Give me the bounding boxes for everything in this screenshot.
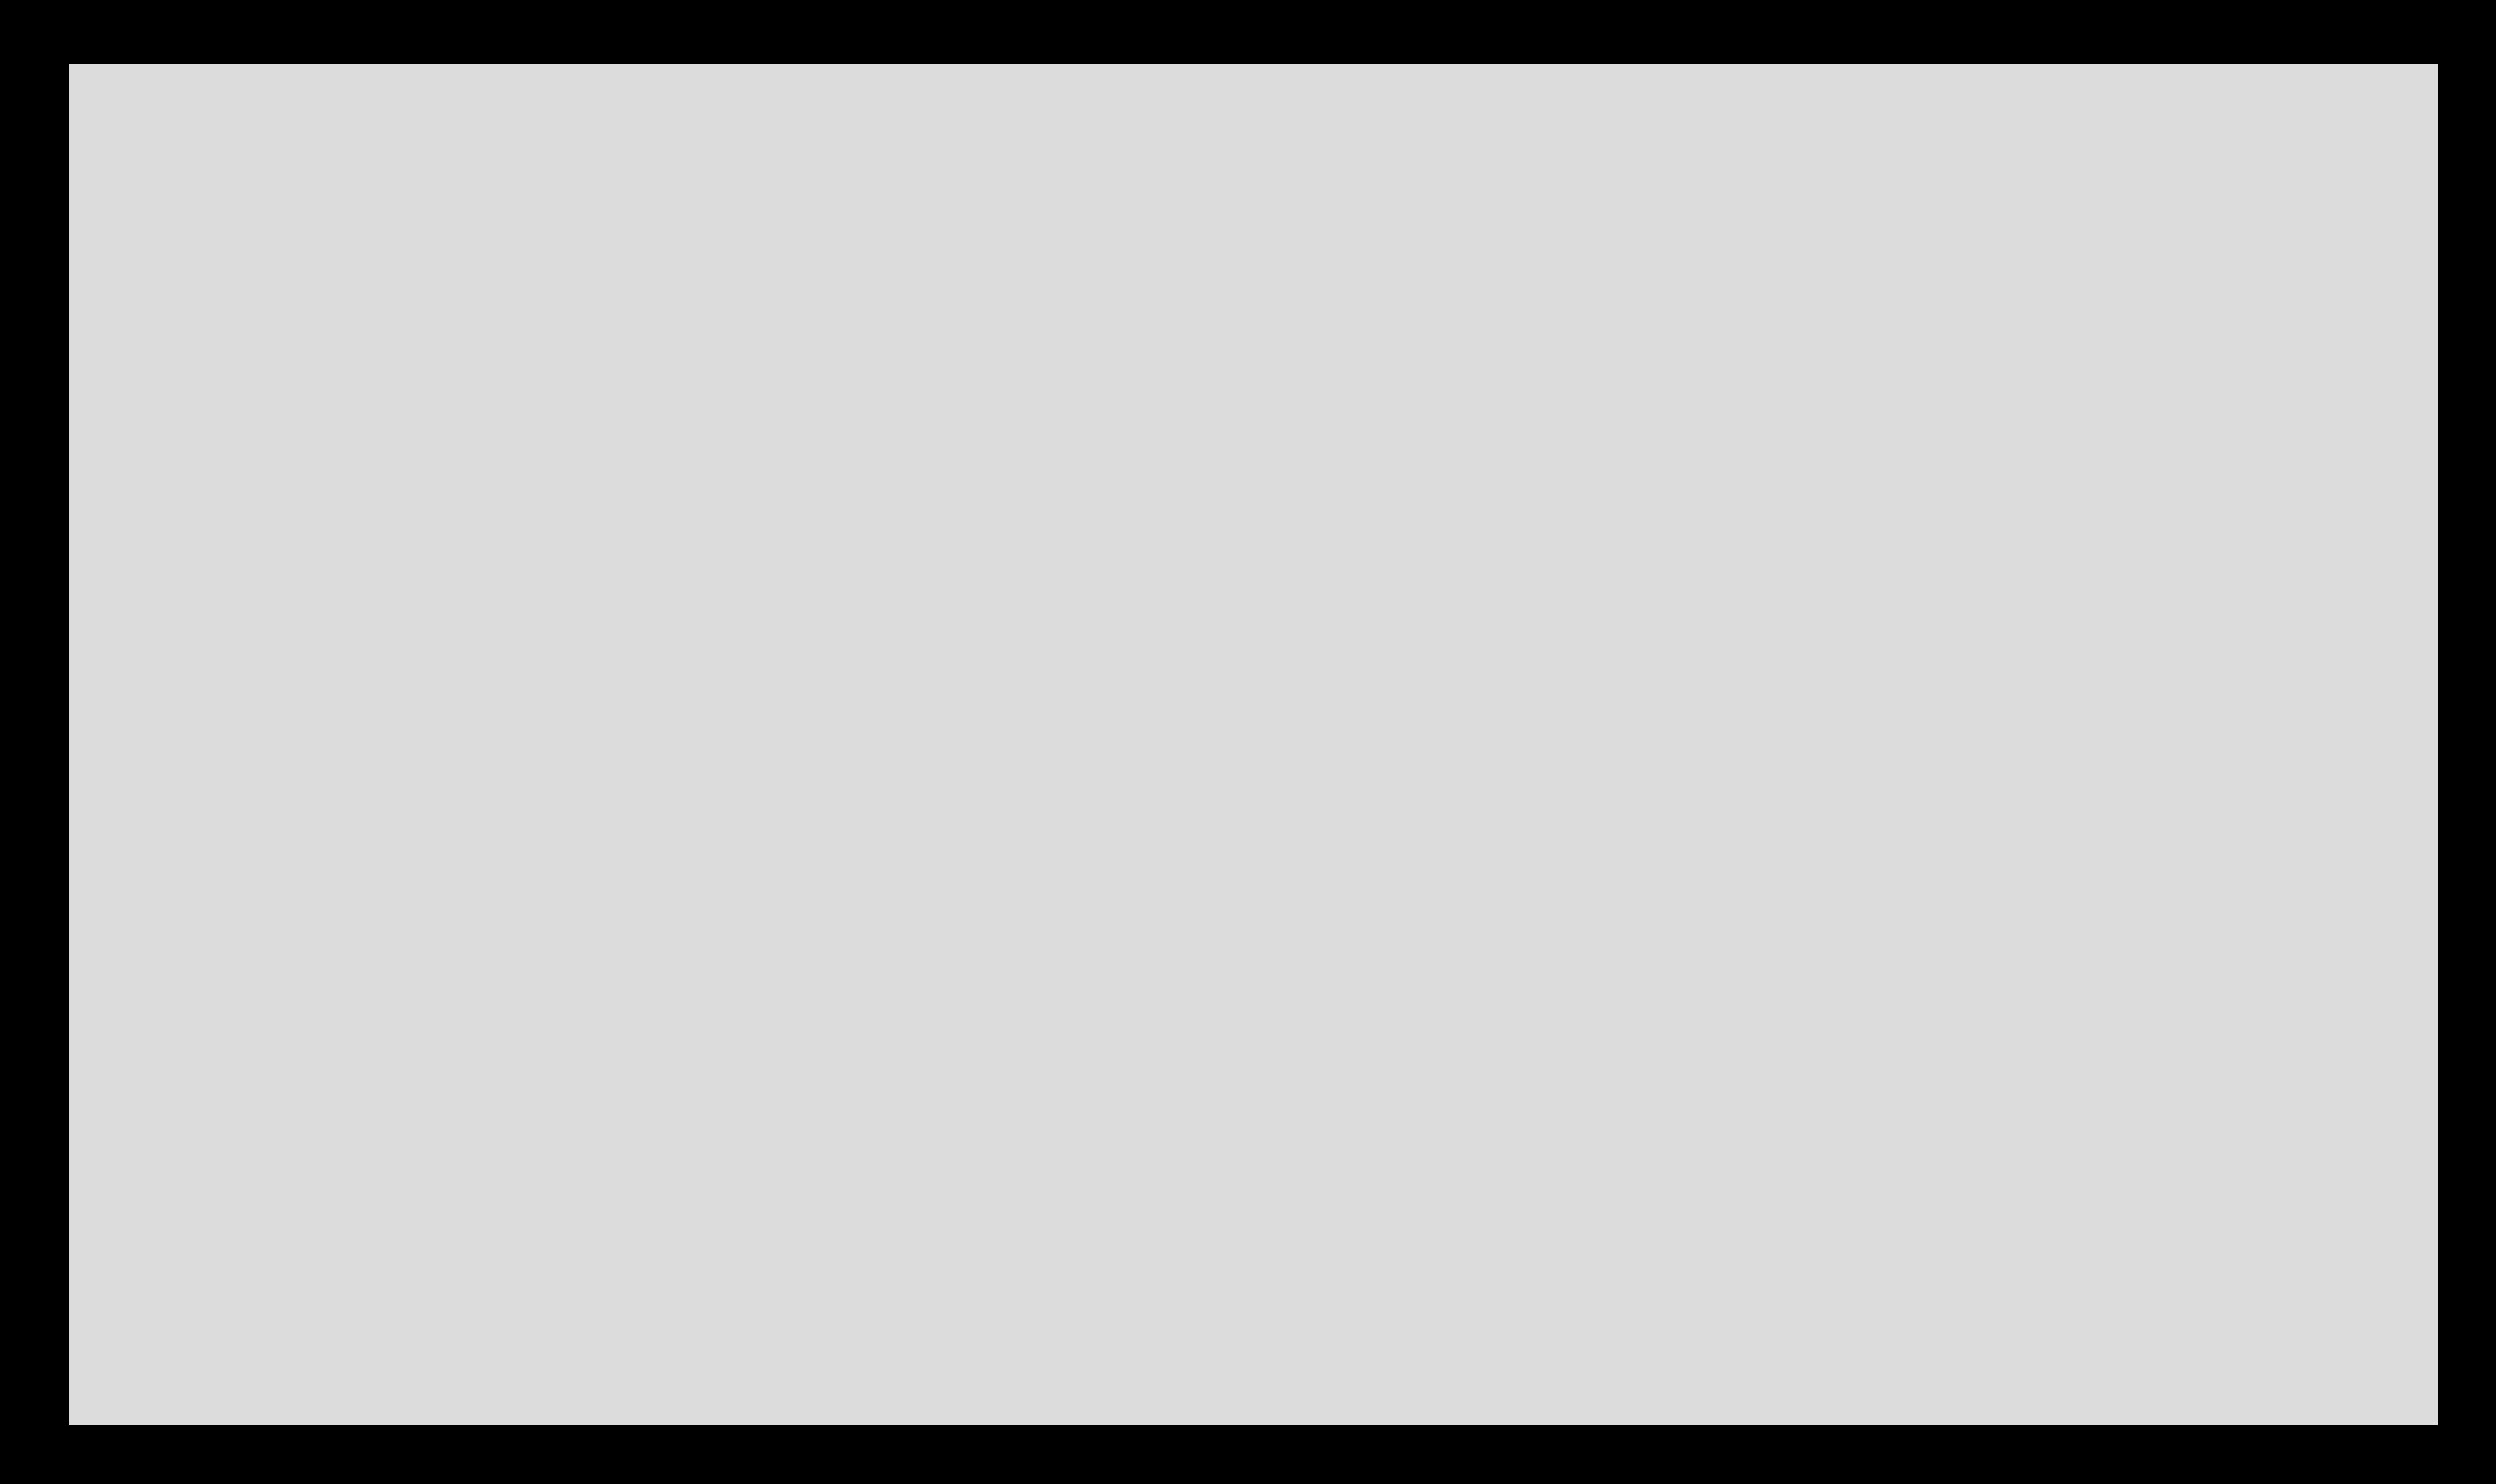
census-card [69,64,2438,1425]
